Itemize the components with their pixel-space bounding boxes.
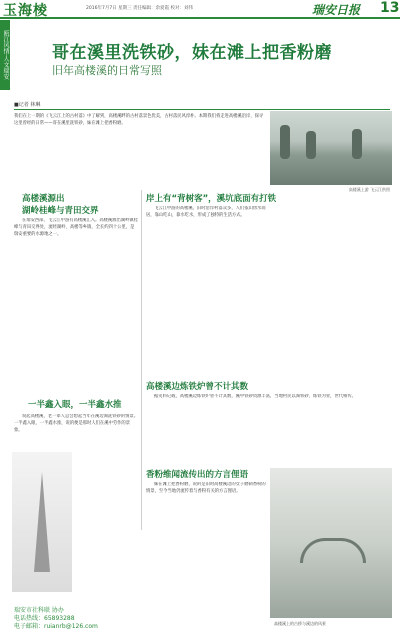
- bridge-arch: [300, 538, 366, 563]
- side-column-tag: 瓯江风情·人文瑞安: [0, 20, 10, 90]
- column-2c: [146, 482, 266, 622]
- tree-shape: [306, 131, 316, 159]
- issue-info: 2016年7月7日 星期三 责任编辑：余爱霞 校对：刘伟: [86, 6, 193, 11]
- section-text: 说起高楼溪，老一辈人总会想起当年在溪边淘洗铁砂的情景。一半鑫入眼，一半鑫水推，说的便是那时人们在溪中劳作的景象。: [14, 414, 138, 433]
- newspaper-logo: 瑞安日报: [312, 3, 361, 17]
- section-name: 玉海棱: [3, 3, 48, 19]
- divider: [14, 109, 390, 110]
- section-text: 飞云江中游的高楼溪，旧时沿岸村落众多，人们依山傍水而居，靠山吃山，靠水吃水，形成了独特的生活方式。: [146, 206, 266, 218]
- tree-shape: [280, 125, 290, 159]
- page-header: [0, 0, 400, 19]
- section-text: 在瑞安西部，飞云江中游有高楼溪汇入。高楼溪源出湖岭镇桂峰与青田交界处，流经湖岭、高楼等乡镇，全长约四十公里，是瑞安重要的水源地之一。: [14, 218, 138, 237]
- section-heading: 岸上有“背树客”，溪坑底面有打铁: [146, 194, 277, 204]
- footer-line: 电话热线：65893288: [14, 615, 75, 622]
- column-divider: [141, 190, 142, 530]
- photo-caption: 高楼溪上游 飞云江供图: [348, 187, 390, 192]
- byline: ■记者 林琳: [14, 102, 41, 108]
- footer-line: 瑞安市社科联 协办: [14, 607, 64, 614]
- footer-credits: [14, 607, 98, 631]
- footer-line: 电子邮箱：ruianrb@126.com: [14, 623, 98, 630]
- pagoda-shape: [34, 472, 50, 572]
- river-photo: [270, 111, 392, 192]
- photo-caption: 高楼溪上的古桥与溪边的风景: [274, 621, 326, 626]
- section-heading: 高楼溪边炼铁炉曾不计其数: [146, 382, 249, 392]
- section-heading: 一半鑫入眼，一半鑫水推: [28, 400, 122, 410]
- tree-shape: [352, 129, 362, 159]
- section-text: 妹在滩上把香粉磨，说的是旧时高楼溪边的女子磨制香粉的情景，至今当地仍流传着与香粉有关的方言俚语。: [146, 482, 266, 494]
- bridge-photo: [270, 468, 392, 626]
- column-2b: [146, 394, 392, 454]
- article-subtitle: 旧年高楼溪的日常写照: [52, 64, 162, 77]
- section-text: 据史料记载，高楼溪边炼铁炉曾不计其数，溪中铁砂资源丰富，当地村民以淘铁砂、炼铁为业，世代相传。: [154, 394, 356, 399]
- pagoda-illustration: [12, 452, 72, 592]
- intro-paragraph: 我们在上一期的《飞云江上的古村落》中了解到，高楼溪畔的古村落景色优美，古村落民风淳朴。本期我们将走进高楼溪沿岸，探寻这里曾经的日常——哥在溪里洗铁砂，妹在滩上把香粉磨。: [14, 114, 264, 126]
- page-number: 13: [380, 0, 400, 16]
- column-2: [146, 206, 270, 356]
- article-title: 哥在溪里洗铁砂，妹在滩上把香粉磨: [52, 43, 332, 63]
- column-1b: [14, 414, 138, 450]
- section-heading: 高楼溪源出 湖岭桂峰与青田交界: [22, 194, 99, 216]
- section-heading: 香粉维闻流传出的方言俚语: [146, 470, 249, 480]
